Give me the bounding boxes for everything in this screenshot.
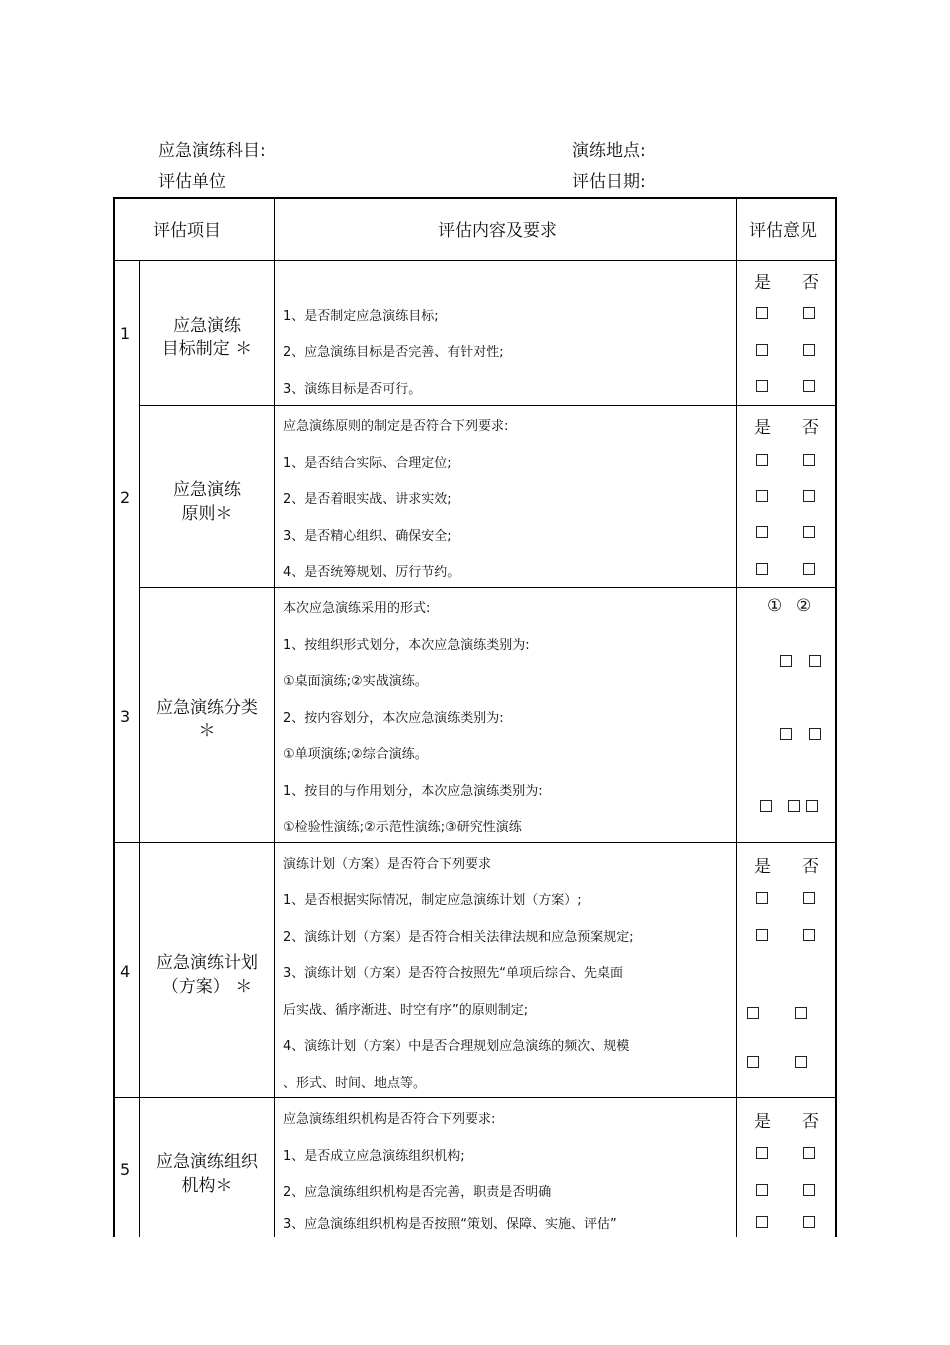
section-title: 应急演练 <box>173 480 241 500</box>
requirement-line: 1、是否制定应急演练目标; <box>283 309 439 324</box>
no-checkbox[interactable] <box>803 454 815 466</box>
subject-label: 应急演练科目: <box>158 141 266 161</box>
no-label: 否 <box>802 273 819 293</box>
no-label: 否 <box>802 857 819 877</box>
yes-checkbox[interactable] <box>756 344 768 356</box>
no-label: 否 <box>802 1112 819 1132</box>
option-checkbox[interactable] <box>780 728 792 740</box>
no-checkbox[interactable] <box>803 307 815 319</box>
col-header-content: 评估内容及要求 <box>438 221 557 241</box>
section-number: 2 <box>120 488 131 507</box>
section-number: 3 <box>120 707 131 726</box>
requirement-line: 3、演练计划（方案）是否符合按照先“单项后综合、先桌面 <box>283 966 624 981</box>
no-checkbox[interactable] <box>803 892 815 904</box>
requirement-line: ①检验性演练;②示范性演练;③研究性演练 <box>283 820 522 835</box>
section-number: 1 <box>120 324 131 343</box>
requirement-line: 演练计划（方案）是否符合下列要求 <box>283 857 492 872</box>
option-1-label: ① <box>767 596 783 616</box>
no-checkbox[interactable] <box>803 380 815 392</box>
no-checkbox[interactable] <box>803 929 815 941</box>
option-checkbox[interactable] <box>788 800 800 812</box>
no-checkbox[interactable] <box>803 1216 815 1228</box>
requirement-line: 4、演练计划（方案）中是否合理规划应急演练的频次、规模 <box>283 1039 630 1054</box>
yes-checkbox[interactable] <box>756 1216 768 1228</box>
section-title: 机构＊ <box>181 1176 233 1196</box>
no-checkbox[interactable] <box>795 1056 807 1068</box>
yes-label: 是 <box>754 1112 771 1132</box>
unit-label: 评估单位 <box>158 172 226 192</box>
no-checkbox[interactable] <box>803 563 815 575</box>
requirement-line: ①桌面演练;②实战演练。 <box>283 674 428 689</box>
no-checkbox[interactable] <box>803 1184 815 1196</box>
yes-checkbox[interactable] <box>756 1184 768 1196</box>
requirement-line: 应急演练组织机构是否符合下列要求: <box>283 1112 496 1127</box>
yes-label: 是 <box>754 418 771 438</box>
requirement-line: ①单项演练;②综合演练。 <box>283 747 428 762</box>
no-checkbox[interactable] <box>795 1007 807 1019</box>
section-number: 5 <box>120 1160 131 1179</box>
yes-checkbox[interactable] <box>756 490 768 502</box>
section-title: 原则＊ <box>181 504 233 524</box>
option-checkbox[interactable] <box>809 655 821 667</box>
requirement-line: 1、按组织形式划分，本次应急演练类别为: <box>283 638 530 653</box>
requirement-line: 2、应急演练目标是否完善、有针对性; <box>283 345 504 360</box>
location-label: 演练地点: <box>572 141 646 161</box>
yes-checkbox[interactable] <box>756 563 768 575</box>
section-number: 4 <box>120 962 131 981</box>
yes-checkbox[interactable] <box>747 1007 759 1019</box>
requirement-line: 4、是否统筹规划、厉行节约。 <box>283 565 461 580</box>
requirement-line: 1、是否根据实际情况，制定应急演练计划（方案）; <box>283 893 582 908</box>
yes-checkbox[interactable] <box>747 1056 759 1068</box>
yes-checkbox[interactable] <box>756 454 768 466</box>
section-title: 应急演练组织 <box>156 1152 258 1172</box>
section-title: 应急演练分类 <box>156 698 258 718</box>
requirement-line: 、形式、时间、地点等。 <box>283 1076 427 1091</box>
requirement-line: 2、按内容划分，本次应急演练类别为: <box>283 711 504 726</box>
requirement-line: 应急演练原则的制定是否符合下列要求: <box>283 419 509 434</box>
requirement-line: 2、应急演练组织机构是否完善，职责是否明确 <box>283 1185 552 1200</box>
option-2-label: ② <box>796 596 812 616</box>
option-checkbox[interactable] <box>806 800 818 812</box>
yes-checkbox[interactable] <box>756 526 768 538</box>
yes-checkbox[interactable] <box>756 892 768 904</box>
requirement-line: 后实战、循序渐进、时空有序”的原则制定; <box>283 1003 529 1018</box>
requirement-line: 3、演练目标是否可行。 <box>283 382 422 397</box>
yes-label: 是 <box>754 857 771 877</box>
yes-label: 是 <box>754 273 771 293</box>
yes-checkbox[interactable] <box>756 929 768 941</box>
requirement-line: 1、按目的与作用划分，本次应急演练类别为: <box>283 784 543 799</box>
section-title: 目标制定 ＊ <box>161 339 253 359</box>
section-title: 应急演练 <box>173 316 241 336</box>
col-header-item: 评估项目 <box>153 221 221 241</box>
section-title: 应急演练计划 <box>156 953 258 973</box>
requirement-line: 1、是否结合实际、合理定位; <box>283 456 452 471</box>
requirement-line: 2、是否着眼实战、讲求实效; <box>283 492 452 507</box>
no-checkbox[interactable] <box>803 344 815 356</box>
requirement-line: 2、演练计划（方案）是否符合相关法律法规和应急预案规定; <box>283 930 634 945</box>
no-label: 否 <box>802 418 819 438</box>
yes-checkbox[interactable] <box>756 307 768 319</box>
option-checkbox[interactable] <box>809 728 821 740</box>
date-label: 评估日期: <box>572 172 646 192</box>
requirement-line: 1、是否成立应急演练组织机构; <box>283 1149 465 1164</box>
requirement-line: 3、是否精心组织、确保安全; <box>283 529 452 544</box>
yes-checkbox[interactable] <box>756 1147 768 1159</box>
requirement-line: 3、应急演练组织机构是否按照“策划、保障、实施、评估” <box>283 1217 617 1232</box>
yes-checkbox[interactable] <box>756 380 768 392</box>
option-checkbox[interactable] <box>760 800 772 812</box>
section-title: ＊ <box>198 721 216 741</box>
no-checkbox[interactable] <box>803 490 815 502</box>
col-header-opinion: 评估意见 <box>749 221 817 241</box>
section-title: （方案） ＊ <box>161 977 253 997</box>
no-checkbox[interactable] <box>803 526 815 538</box>
no-checkbox[interactable] <box>803 1147 815 1159</box>
requirement-line: 本次应急演练采用的形式: <box>283 601 431 616</box>
option-checkbox[interactable] <box>780 655 792 667</box>
